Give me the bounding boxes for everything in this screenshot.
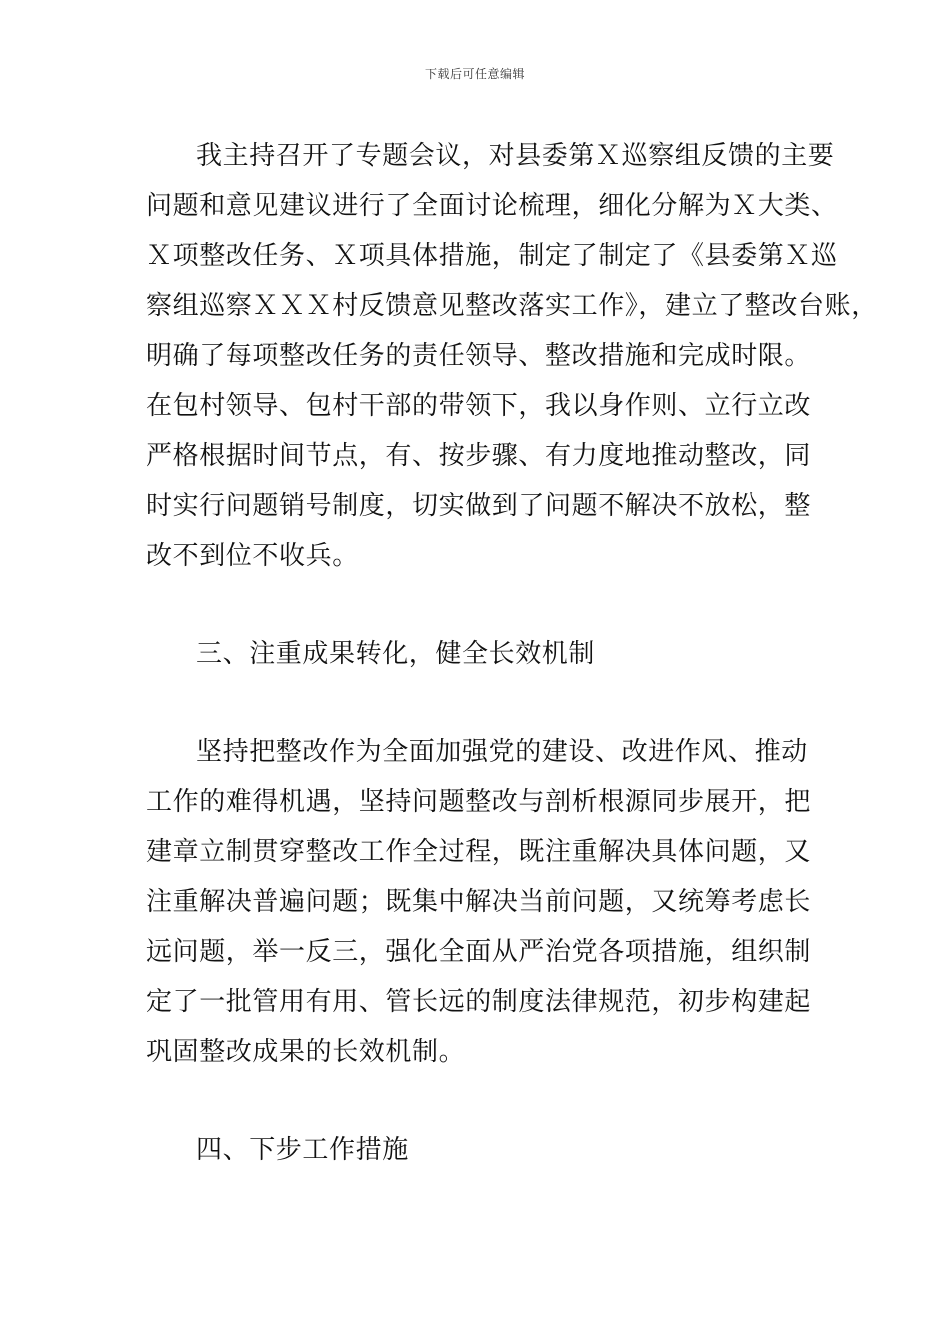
section-heading-4: 四、下步工作措施	[196, 1135, 409, 1165]
paragraph-line: 工作的难得机遇，坚持问题整改与剖析根源同步展开，把	[146, 787, 812, 817]
paragraph-line: 建章立制贯穿整改工作全过程，既注重解决具体问题，又	[146, 837, 812, 867]
page-header-watermark: 下载后可任意编辑	[424, 67, 525, 81]
paragraph-meeting	[146, 131, 878, 581]
paragraph-line: 明确了每项整改任务的责任领导、整改措施和完成时限。	[146, 341, 812, 371]
paragraph-line: 坚持把整改作为全面加强党的建设、改进作风、推动	[196, 737, 808, 767]
paragraph-long-term-mechanism	[146, 727, 836, 1077]
section-heading-3: 三、注重成果转化，健全长效机制	[196, 639, 596, 669]
paragraph-line: 问题和意见建议进行了全面讨论梳理，细化分解为Ｘ大类、	[146, 191, 838, 221]
paragraph-line: 巩固整改成果的长效机制。	[146, 1037, 466, 1067]
paragraph-line: 严格根据时间节点，有、按步骤、有力度地推动整改，同	[146, 441, 812, 471]
paragraph-line: 定了一批管用有用、管长远的制度法律规范，初步构建起	[146, 987, 812, 1017]
paragraph-line: 注重解决普遍问题；既集中解决当前问题，又统筹考虑长	[146, 887, 812, 917]
paragraph-line: 远问题，举一反三，强化全面从严治党各项措施，组织制	[146, 937, 812, 967]
paragraph-line: 在包村领导、包村干部的带领下，我以身作则、立行立改	[146, 391, 812, 421]
paragraph-line: 时实行问题销号制度，切实做到了问题不解决不放松，整	[146, 491, 812, 521]
paragraph-line: 察组巡察ＸＸＸ村反馈意见整改落实工作》，建立了整改台账，	[146, 291, 878, 321]
paragraph-line: 我主持召开了专题会议，对县委第Ｘ巡察组反馈的主要	[196, 141, 835, 171]
paragraph-line: 改不到位不收兵。	[146, 541, 359, 571]
document-body	[146, 131, 878, 1175]
paragraph-line: Ｘ项整改任务、Ｘ项具体措施，制定了制定了《县委第Ｘ巡	[146, 241, 838, 271]
